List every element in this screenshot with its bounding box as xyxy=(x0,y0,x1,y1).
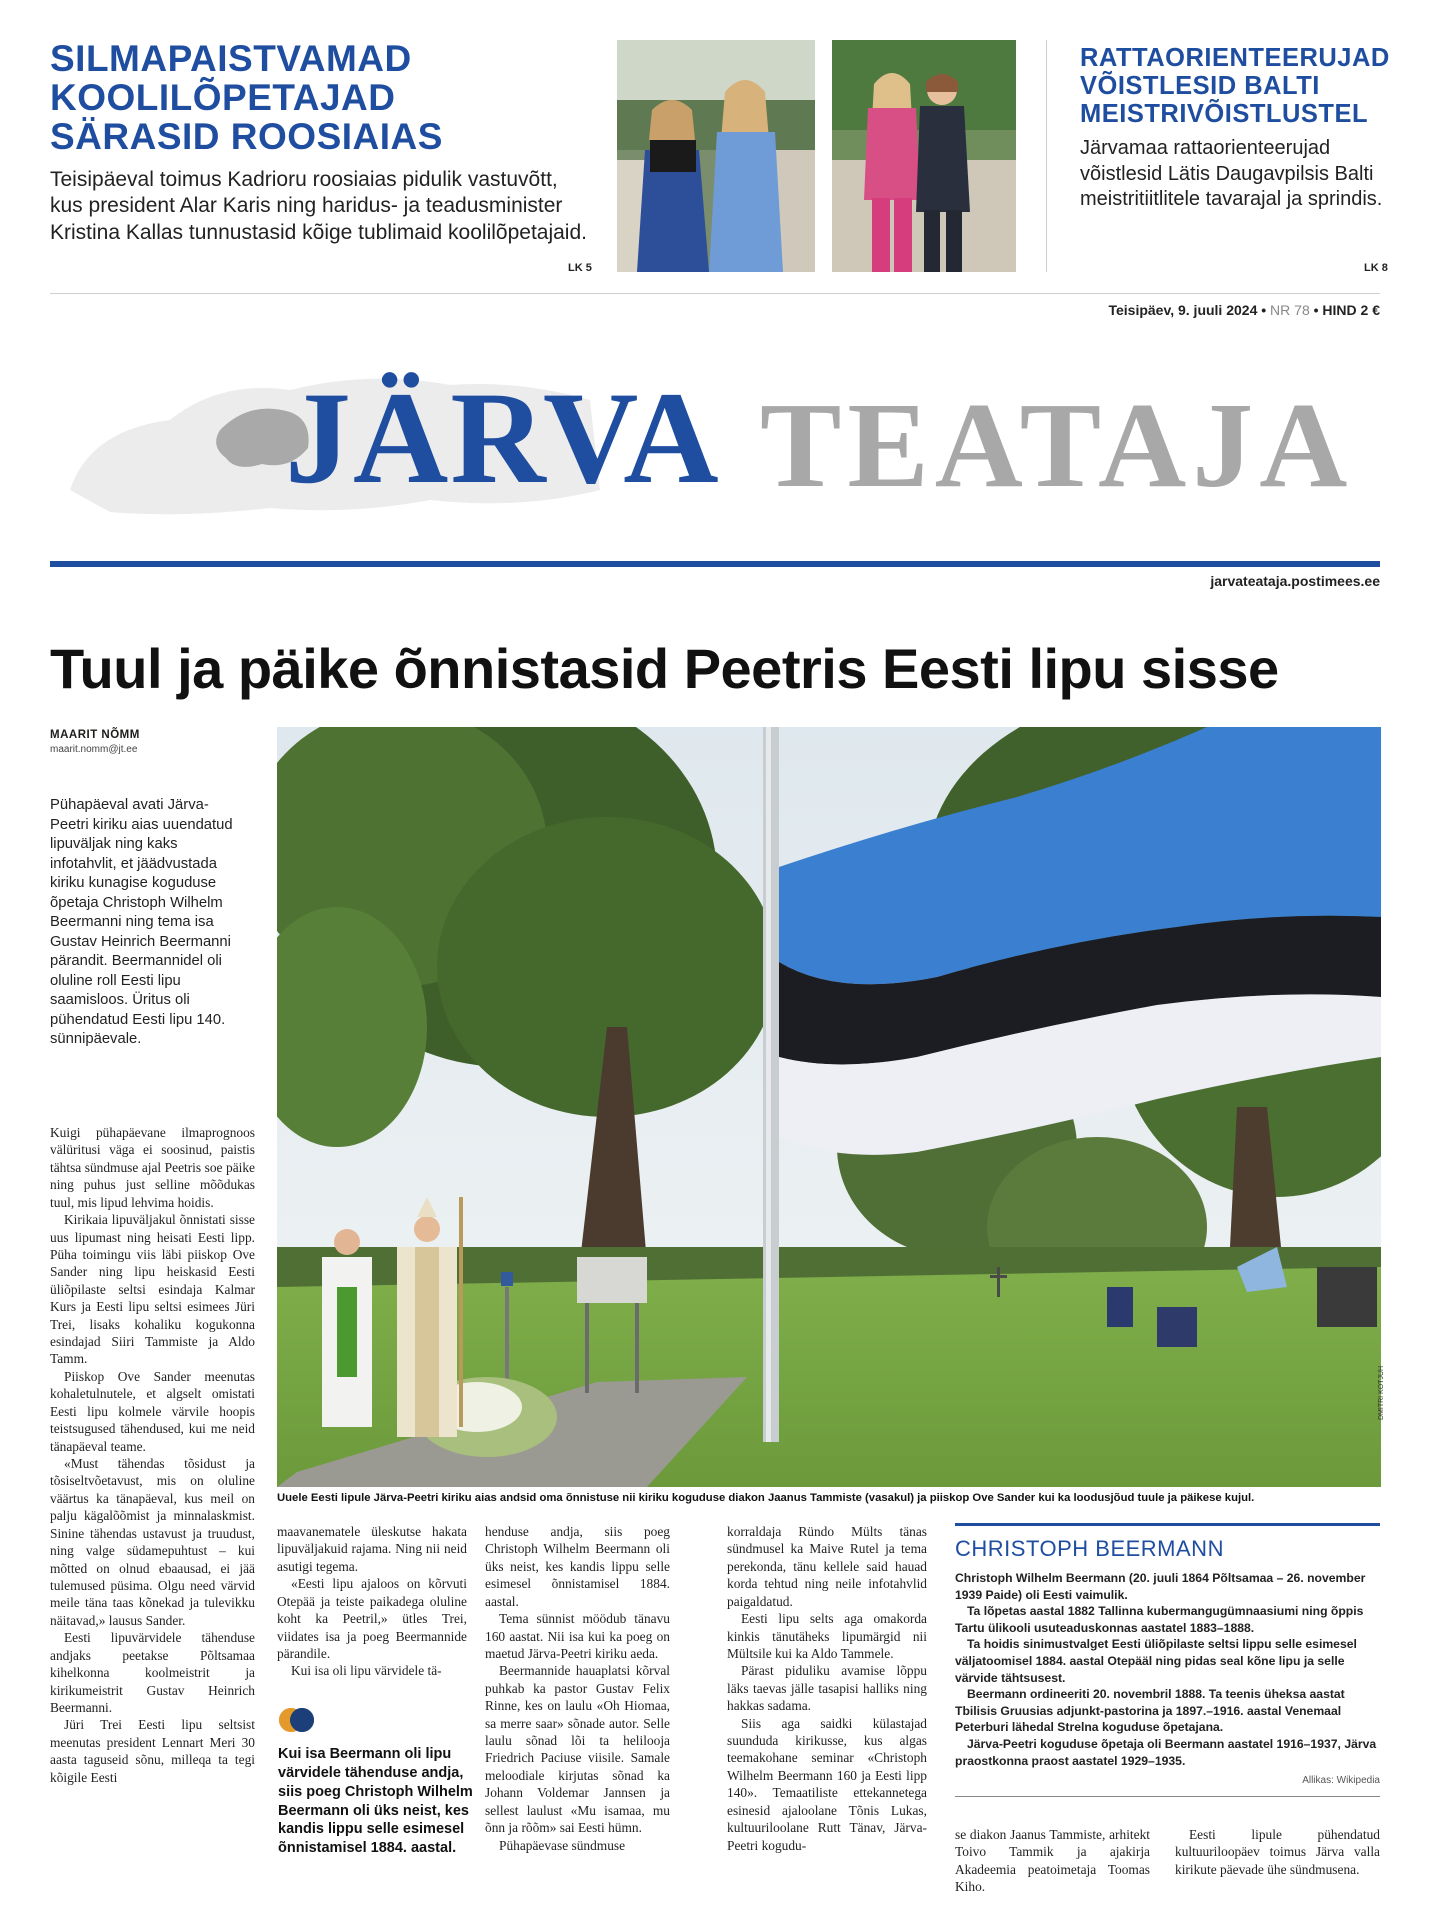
teaser-left-page: LK 5 xyxy=(568,262,592,274)
issue-number: NR 78 xyxy=(1270,302,1310,318)
article-column-2 xyxy=(277,1523,467,1680)
paragraph: korraldaja Ründo Mülts tänas sündmusel ka Maive Rutel ja tema perekonda, tänu kellele said hauad korda tehtud ning neile infotahvlid paigaldatud. xyxy=(727,1524,927,1609)
teaser-photo-graduates-2 xyxy=(832,40,1016,272)
factbox-paragraph: Ta hoidis sinimustvalget Eesti üliõpilaste seltsi lippu selle esimesel väljatoomisel 1884. aastal Otepääl ning pidas seal kõne lipu ja selle värvide tähtsusest. xyxy=(955,1637,1357,1685)
paragraph: Pärast piduliku avamise lõppu läks taevas jälle tasapisi halliks ning hakkas sadama. xyxy=(727,1663,927,1714)
masthead-name-part2: TEATAJA xyxy=(760,378,1354,513)
quote-icon xyxy=(278,1706,314,1734)
teaser-photo-graduates-1 xyxy=(617,40,815,272)
paragraph: Jüri Trei Eesti lipu seltsist meenutas president Lennart Meri 30 aasta taguseid sõnu, milleqa ta tegi kõigile Eesti xyxy=(50,1717,255,1785)
paragraph: Eesti lipule pühendatud kultuuriloopäev toimus Järva valla kirikute päevade ühe sündmusena. xyxy=(1175,1827,1380,1877)
article-lead: Pühapäeval avati Järva-Peetri kiriku aias uuendatud lipuväljak ning kaks infotahvlit, et jäädvustada kiriku kunagise koguduse õpetaja Christoph Wilhelm Beermanni ning tema isa Gustav Heinrich Beermanni pärandit. Beermannidel oli oluline roll Eesti lipu saamisloos. Üritus oli pühendatud Eesti lipu 140. sünnipäevale. xyxy=(50,797,233,1048)
teaser-left-text: Teisipäeval toimus Kadrioru roosiaias pidulik vastuvõtt, kus president Alar Karis ning haridus- ja teadusminister Kristina Kallas tunnustasid kõige tublimaid koolilõpetajaid. xyxy=(50,167,587,244)
photo-credit: DMITRI KOTJUH xyxy=(1378,1365,1385,1420)
article-column-5 xyxy=(955,1826,1150,1896)
article-column-1 xyxy=(50,1124,255,1786)
paragraph: Piiskop Ove Sander meenutas kohaletulnutele, et algselt omistati Eesti lipu kolmele värvile hoopis teistsugused tähendused, kui me neid tänapäeval teame. xyxy=(50,1368,255,1454)
teaser-right-title-line: MEISTRIVÕISTLUSTEL xyxy=(1080,100,1369,129)
paragraph: Eesti lipuvärvidele tähenduse andjaks peetakse Põltsamaa kihelkonna koolmeistrit ja kirikumeistrit Gustav Heinrich Beermanni. xyxy=(50,1630,255,1715)
byline xyxy=(50,729,140,755)
factbox-top-rule xyxy=(955,1523,1380,1526)
factbox xyxy=(955,1523,1380,1797)
paragraph: Pühapäevase sündmuse xyxy=(499,1837,626,1853)
masthead-rule xyxy=(50,561,1380,567)
factbox-paragraph: Järva-Peetri koguduse õpetaja oli Beermann aastatel 1916–1937, Järva praostkonna praost aastatel 1929–1935. xyxy=(955,1736,1377,1768)
factbox-paragraph: Ta lõpetas aastal 1882 Tallinna kubermangugümnaasiumi ning õppis Tartu ülikooli usuteaduskonnas aastatel 1883–1888. xyxy=(955,1604,1364,1635)
factbox-paragraph: Beermann ordineeriti 20. novembril 1888. Ta teenis üheksa aastat Tbilisis Gruusias adjunkt-pastorina ja 1897.–1916. aastal Venemaal Peterburi lähedal Strelna koguduse õpetajana. xyxy=(955,1687,1345,1735)
factbox-text xyxy=(955,1570,1380,1769)
paragraph: se diakon Jaanus Tammiste, arhitekt Toivo Tammik ja ajakirja Akadeemia peatoimetaja Toomas Kiho. xyxy=(955,1827,1150,1895)
teaser-left-title-line: KOOLILÕPETAJAD xyxy=(50,76,396,118)
teaser-right[interactable] xyxy=(1080,44,1400,274)
author-email[interactable]: maarit.nomm@jt.ee xyxy=(50,744,138,755)
teaser-left-title-line: SÄRASID ROOSIAIAS xyxy=(50,115,443,157)
teaser-left[interactable] xyxy=(50,40,600,285)
teaser-left-title-line: SILMAPAISTVAMAD xyxy=(50,38,412,79)
article-column-4 xyxy=(727,1523,927,1854)
issue-price: HIND 2 € xyxy=(1322,302,1380,318)
pull-quote: Kui isa Beermann oli lipu värvidele tähenduse andja, siis poeg Christoph Wilhelm Beermann oli üks neist, kes kandis lippu selle esimesel õnnistamisel 1884. aastal. xyxy=(278,1746,473,1857)
article-headline: Tuul ja päike õnnistasid Peetris Eesti lipu sisse xyxy=(50,637,1279,700)
teaser-right-page: LK 8 xyxy=(1364,262,1388,274)
masthead-website[interactable]: jarvateataja.postimees.ee xyxy=(1210,573,1380,589)
teaser-right-title xyxy=(1080,44,1400,128)
photo-caption: Uuele Eesti lipule Järva-Peetri kiriku aias andsid oma õnnistuse nii kiriku koguduse diakon Jaanus Tammiste (vasakul) ja piiskop Ove Sander kui ka loodusjõud tuule ja päikese kujul. xyxy=(277,1492,1255,1504)
paragraph: maavanematele üleskutse hakata lipuväljakuid rajama. Ning nii neid asutigi tegema. xyxy=(277,1524,467,1574)
paragraph: Tema sünnist möödub tänavu 160 aastat. Nii isa kui ka poeg on maetud Järva-Peetri kiriku aeda. xyxy=(485,1611,670,1661)
paragraph: Siis aga saidki külastajad suunduda kirikusse, kus algas teemakohane seminar «Christoph Wilhelm Beermann 160 ja Eesti lipp 140». Temaatiliste ettekannetega esinesid ajaloolane Tõnis Lukas, kultuuriloolane Rutt Tänav, Järva-Peetri kogudu- xyxy=(727,1715,927,1853)
article-column-6 xyxy=(1175,1826,1380,1878)
masthead-name-part1: JÄRVA xyxy=(285,364,721,511)
top-rule xyxy=(50,293,1380,294)
factbox-bottom-rule xyxy=(955,1796,1380,1797)
article-column-3 xyxy=(485,1523,670,1854)
paragraph: Eesti lipu selts aga omakorda kinkis tänutäheks lipumärgid nii Mültsile kui ka Aldo Tammele. xyxy=(727,1611,927,1661)
teaser-divider xyxy=(1046,40,1047,272)
teaser-left-title xyxy=(50,40,600,157)
dateline: Teisipäev, 9. juuli 2024 • NR 78 • HIND 2 € xyxy=(1108,302,1380,318)
paragraph: «Eesti lipu ajaloos on kõrvuti Otepää ja teiste paikadega oluline koht ka Peetril,» ütles Trei, viidates isa ja poeg Beermannide pärandile. xyxy=(277,1576,467,1661)
main-photo xyxy=(277,727,1381,1487)
factbox-paragraph: Christoph Wilhelm Beermann (20. juuli 1864 Põltsamaa – 26. november 1939 Paide) oli Eesti vaimulik. xyxy=(955,1571,1366,1602)
issue-date: Teisipäev, 9. juuli 2024 xyxy=(1108,302,1258,318)
factbox-source: Allikas: Wikipedia xyxy=(1302,1775,1380,1787)
teaser-right-text: Järvamaa rattaorienteerujad võistlesid Lätis Daugavpilsis Balti meistritiitlitele tavarajal ja sprindis. xyxy=(1080,137,1383,210)
paragraph: Kui isa oli lipu värvidele tä- xyxy=(291,1663,442,1679)
paragraph: «Must tähendas tõsidust ja tõsiseltvõetavust, mis on oluline väärtus ka tänapäeval, kus meil on palju kägalõõmist ja minnalaskmist. Sinine tähendas ustavust ja truudust, ning valge südamepuhtust – kui mõtted on olnud ebaausad, ei jää tulemused püsima. Olgu need värvid meile täna taas kõnekad ja tulevikku näitavad,» lausus Sander. xyxy=(50,1456,255,1628)
teaser-right-title-line: VÕISTLESID BALTI xyxy=(1080,72,1320,101)
paragraph: Kirikaia lipuväljakul õnnistati sisse uus lipumast ning heisati Eesti lipp. Püha toimingu viis läbi piiskop Ove Sander ning lipu heiskasid Eesti üliõpilaste seltsi esindaja Kalmar Kurs ja Eesti lipu seltsi esimees Jüri Trei, lisaks kohaliku kogukonna esindajad Siiri Tammiste ja Aldo Tamm. xyxy=(50,1212,255,1367)
teaser-right-title-line: RATTAORIENTEERUJAD xyxy=(1080,44,1390,72)
paragraph: henduse andja, siis poeg Christoph Wilhelm Beermann oli üks neist, kes kandis lippu selle esimesel õnnistamisel 1884. aastal. xyxy=(485,1524,670,1609)
paragraph: Beermannide hauaplatsi kõrval puhkab ka pastor Gustav Felix Rinne, kes on laulu «Oh Hiomaa, sa merre saar» sõnade autor. Selle laulu sõnad lõi ta helilooja Friedrich Paciuse viisile. Samale meloodiale kirjutas sõnad ka Johann Voldemar Jannsen ja sellest laulust «Mu isamaa, mu õnn ja rõõm» sai Eesti hümn. xyxy=(485,1663,670,1836)
author-name: MAARIT NÕMM xyxy=(50,729,140,741)
factbox-title: CHRISTOPH BEERMANN xyxy=(955,1536,1224,1561)
paragraph: Kuigi pühapäevane ilmaprognoos välüritusi väga ei soosinud, paistis tähtsa sündmuse ajal Peetris soe päike ning puhus just selline mõõdukas tuul, mis lipud lehvima hoidis. xyxy=(50,1125,255,1210)
